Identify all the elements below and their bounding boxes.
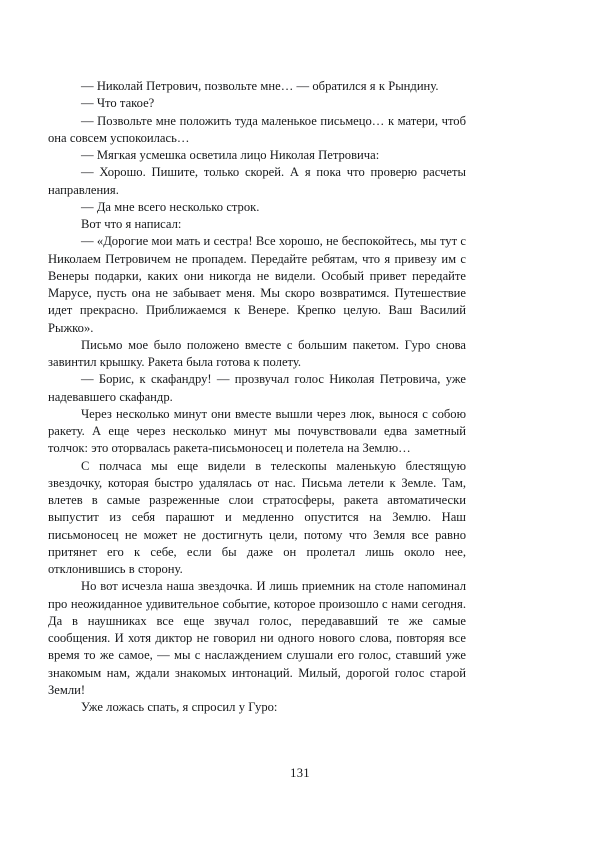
paragraph: — «Дорогие мои мать и сестра! Все хорошо, не беспокойтесь, мы тут с Николаем Петровичем не пропадем. Передайте ребятам, что я привезу им с Венеры подарки, каких они никогда не видели. Особый привет передайте Марусе, пусть она не забывает меня. Мы скоро возвратимся. Путешествие идет прекрасно. Приближаемся к Венере. Крепко целую. Ваш Василий Рыжко».: [48, 234, 466, 335]
paragraph: — Борис, к скафандру! — прозвучал голос Николая Петровича, уже надевавшего скафандр.: [48, 372, 466, 404]
paragraph: Уже ложась спать, я спросил у Гуро:: [81, 700, 278, 714]
paragraph: — Николай Петрович, позвольте мне… — обратился я к Рындину.: [81, 79, 439, 93]
page-number: 131: [290, 766, 310, 780]
paragraph: Через несколько минут они вместе вышли через люк, вынося с собою ракету. А еще через несколько минут мы почувствовали едва заметный толчок: это оторвалась ракета-письмоносец и полетела на Землю…: [48, 406, 466, 456]
paragraph: Но вот исчезла наша звездочка. И лишь приемник на столе напоминал про неожиданное удивительное событие, которое произошло с нами сегодня. Да в наушниках все еще звучал голос, передававший те же самые сообщения. И хотя диктор не говорил ни одного нового слова, повторяя все время то же самое, — мы с наслаждением слушали его голос, ставший уже знакомым нам, ждали знакомых интонаций. Милый, дорогой голос старой Земли!: [48, 579, 466, 697]
paragraph: С полчаса мы еще видели в телескопы маленькую блестящую звездочку, которая быстро удалялась от нас. Письма летели к Земле. Там, влетев в самые разреженные слои стратосферы, ракета автоматически выпустит из себя парашют и медленно опустится на Землю. Наш письмоносец не может не достигнуть цели, потому что Земля все равно притянет его к себе, если бы даже он пролетал лишь около нее, отклонившись в сторону.: [48, 458, 466, 576]
paragraph: — Хорошо. Пишите, только скорей. А я пока что проверю расчеты направления.: [48, 165, 466, 197]
page-text-block: [48, 78, 466, 716]
paragraph: — Мягкая усмешка осветила лицо Николая Петровича:: [81, 148, 380, 162]
paragraph: Вот что я написал:: [81, 217, 182, 231]
paragraph: — Позвольте мне положить туда маленькое письмецо… к матери, чтоб она совсем успокоилась…: [48, 113, 466, 145]
paragraph: Письмо мое было положено вместе с большим пакетом. Гуро снова завинтил крышку. Ракета была готова к полету.: [48, 337, 466, 369]
paragraph: — Да мне всего несколько строк.: [81, 199, 260, 214]
paragraph: — Что такое?: [81, 96, 155, 111]
